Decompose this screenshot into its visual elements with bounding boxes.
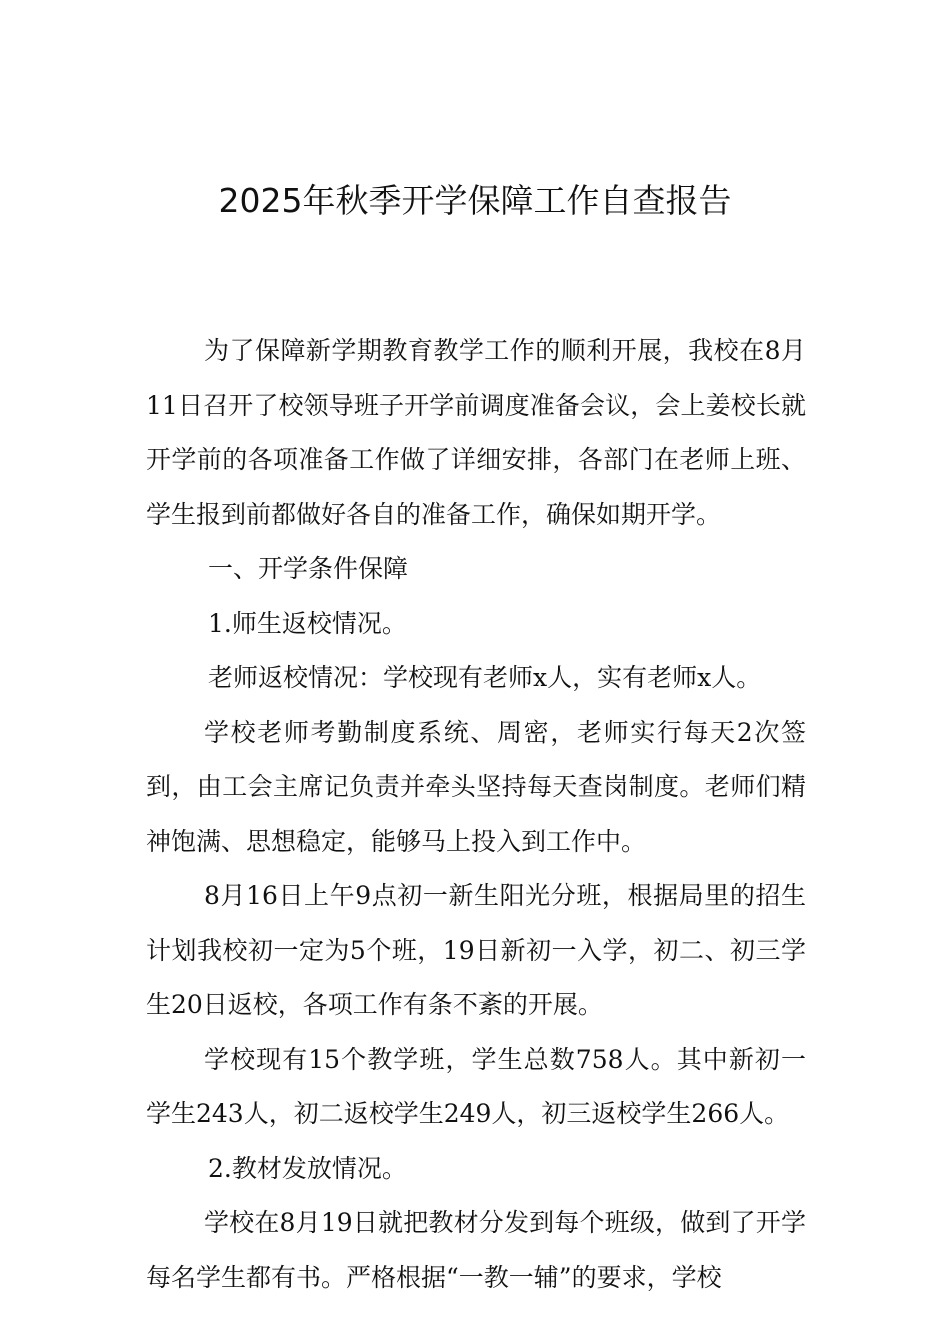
document-title: 2025年秋季开学保障工作自查报告	[218, 181, 732, 220]
paragraph-attendance: 学校老师考勤制度系统、周密，老师实行每天2次签到，由工会主席记负责并牵头坚持每天查岗制度。老师们精神饱满、思想稳定，能够马上投入到工作中。	[146, 717, 806, 856]
subsection-heading-2: 2.教材发放情况。	[208, 1153, 407, 1183]
paragraph-textbooks: 学校在8月19日就把教材分发到每个班级，做到了开学每名学生都有书。严格根据“一教一辅”的要求，学校	[146, 1208, 806, 1292]
section-heading-1: 一、开学条件保障	[208, 554, 409, 583]
paragraph-intro: 为了保障新学期教育教学工作的顺利开展，我校在8月11日召开了校领导班子开学前调度准备会议，会上姜校长就开学前的各项准备工作做了详细安排，各部门在老师上班、学生报到前都做好各自的准备工作，确保如期开学。	[146, 336, 806, 529]
subsection-heading-1: 1.师生返校情况。	[208, 608, 407, 638]
paragraph-teacher-return: 老师返校情况：学校现有老师x人，实有老师x人。	[208, 663, 762, 692]
paragraph-class-assignment: 8月16日上午9点初一新生阳光分班，根据局里的招生计划我校初一定为5个班，19日新初一入学，初二、初三学生20日返校，各项工作有条不紊的开展。	[146, 881, 806, 1019]
document-body	[146, 324, 806, 1305]
paragraph-student-count: 学校现有15个教学班，学生总数758人。其中新初一学生243人，初二返校学生249人，初三返校学生266人。	[146, 1044, 806, 1128]
